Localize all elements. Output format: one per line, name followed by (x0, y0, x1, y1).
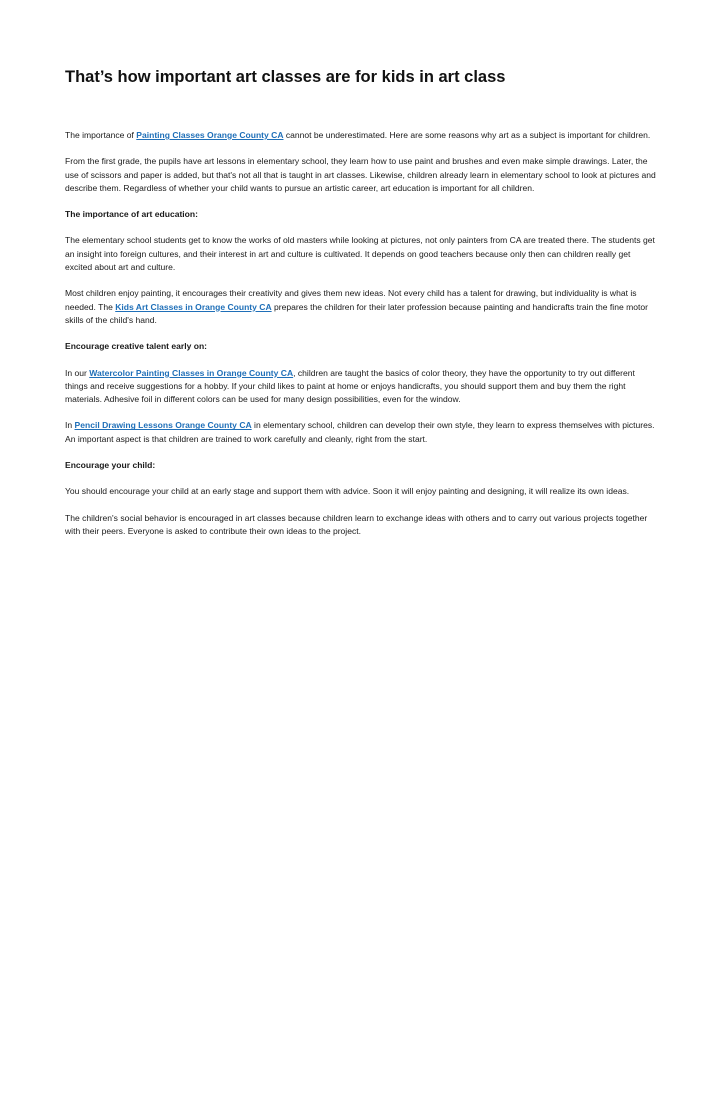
paragraph-social-behavior: The children's social behavior is encouraged in art classes because children learn to exchange ideas with others and to carry out various projects together with their peers. Everyone is asked to contribute their own ideas to the project. (65, 512, 648, 536)
paragraph-text: cannot be underestimated. Here are some reasons why art as a subject is important for children. (283, 130, 651, 140)
paragraph-watercolor (65, 367, 658, 407)
paragraph-pencil-drawing (65, 419, 658, 446)
section-heading-encourage-child: Encourage your child: (65, 460, 156, 471)
page-title: That’s how important art classes are for kids in art class (65, 68, 506, 86)
link-watercolor-classes[interactable]: Watercolor Painting Classes in Orange County CA (89, 367, 294, 378)
paragraph-text: in elementary school, children can develop their own style, they learn to express themselves with pictures. An important aspect is that children are trained to work carefully and cleanly, right from the start. (65, 420, 655, 444)
paragraph-text: In our (65, 367, 90, 378)
paragraph-text: prepares the children for their later profession because painting and handicrafts train the fine motor skills of the child's hand. (65, 301, 648, 325)
link-pencil-drawing-lessons[interactable]: Pencil Drawing Lessons Orange County CA (74, 420, 252, 431)
paragraph-text: Most children enjoy painting, it encourages their creativity and gives them new ideas. Not every child has a talent for drawing, but individuality is what is needed. The (65, 288, 637, 312)
paragraph-text: The importance of (65, 130, 137, 140)
section-heading-creative-talent: Encourage creative talent early on: (65, 341, 208, 352)
paragraph-enjoy-painting (65, 287, 658, 327)
section-heading-importance: The importance of art education: (65, 209, 198, 220)
paragraph-text: In (65, 420, 75, 431)
paragraph-first-grade: From the first grade, the pupils have art lessons in elementary school, they learn how to use paint and brushes and even make simple drawings. Later, the use of scissors and paper is added, but that's not all that is taught in art classes. Likewise, children already learn in elementary school to look at pictures and describe them. Regardless of whether your child wants to pursue an artistic career, art education is important for all children. (65, 156, 656, 193)
paragraph-intro (65, 129, 658, 142)
paragraph-support-advice: You should encourage your child at an early stage and support them with advice. Soon it will enjoy painting and designing, it will realize its own ideas. (65, 486, 630, 497)
paragraph-old-masters: The elementary school students get to know the works of old masters while looking at pictures, not only painters from CA are treated there. The students get an insight into foreign cultures, and their interest in art and culture is cultivated. It depends on good teachers because only then can children really get excited about art and culture. (65, 235, 655, 273)
link-kids-art-classes[interactable]: Kids Art Classes in Orange County CA (115, 301, 272, 312)
link-painting-classes[interactable]: Painting Classes Orange County CA (136, 130, 284, 140)
paragraph-text: , children are taught the basics of color theory, they have the opportunity to try out different things and receive suggestions for a hobby. If your child likes to paint at home or enjoys handicrafts, you should support them and buy them the right materials. Adhesive foil in different colors can be used for many design possibilities, even for the window. (65, 367, 635, 405)
